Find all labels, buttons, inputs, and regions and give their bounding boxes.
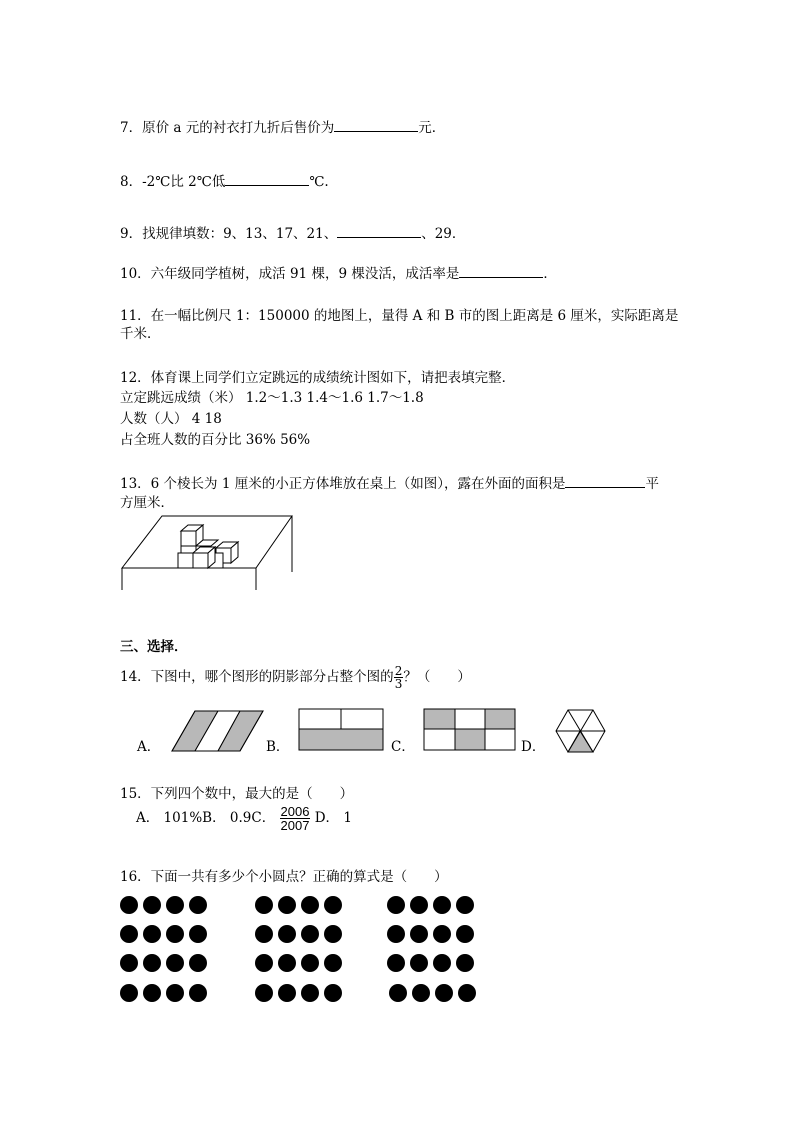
dot [120, 896, 138, 914]
dot [324, 954, 342, 972]
option-c-label[interactable]: C． [391, 739, 415, 755]
question-12-intro: 12．体育课上同学们立定跳远的成绩统计图如下，请把表填完整． [120, 370, 516, 386]
dot [301, 954, 319, 972]
question-12-row-count: 人数（人） 4 18 [120, 411, 222, 427]
question-13-line1: 13．6 个棱长为 1 厘米的小正方体堆放在桌上（如图），露在外面的面积是 平 [120, 476, 659, 492]
dot [189, 984, 207, 1002]
dot [301, 925, 319, 943]
dot [143, 896, 161, 914]
dot [410, 896, 428, 914]
dot [324, 896, 342, 914]
dot [120, 954, 138, 972]
dot [166, 984, 184, 1002]
dot [456, 925, 474, 943]
dot [189, 954, 207, 972]
dot [387, 925, 405, 943]
dot [120, 925, 138, 943]
dot [389, 984, 407, 1002]
option-c[interactable]: C． $\frac{2006}{2007}$ [251, 804, 310, 833]
dot [410, 925, 428, 943]
option-b[interactable]: B． 0.9 [202, 810, 252, 826]
question-11-line2: 千米． [120, 326, 161, 342]
fraction: $\frac{2}{3}$ [394, 664, 403, 691]
dot [458, 984, 476, 1002]
dot [387, 896, 405, 914]
dot [456, 896, 474, 914]
dot [387, 954, 405, 972]
option-b-label[interactable]: B． [266, 739, 290, 755]
dot [278, 954, 296, 972]
option-a-label[interactable]: A． [137, 739, 161, 755]
dot [435, 984, 453, 1002]
dot [189, 896, 207, 914]
dot [166, 896, 184, 914]
question-13-line2: 方厘米． [120, 495, 174, 511]
dot [410, 954, 428, 972]
dot [324, 925, 342, 943]
dot [278, 925, 296, 943]
dot [255, 984, 273, 1002]
question-12-row-percent: 占全班人数的百分比 36% 56% [120, 432, 311, 448]
section-title: 三、选择． [120, 639, 188, 655]
fraction: $\frac{2006}{2007}$ [280, 804, 310, 833]
question-7: 7．原价 a 元的衬衣打九折后售价为 元． [120, 120, 446, 136]
question-10: 10．六年级同学植树，成活 91 棵，9 棵没活，成活率是 ． [120, 266, 557, 282]
question-11-line1: 11．在一幅比例尺 1：150000 的地图上，量得 A 和 B 市的图上距离是 6 厘米，实际距离是 [120, 308, 679, 324]
option-a[interactable]: A． 101% [136, 810, 203, 826]
dot [143, 954, 161, 972]
dot [143, 984, 161, 1002]
dot [255, 925, 273, 943]
dot [166, 925, 184, 943]
question-9: 9．找规律填数：9、13、17、21、 、29． [120, 226, 466, 242]
dot [301, 896, 319, 914]
dot [189, 925, 207, 943]
option-d[interactable]: D． 1 [314, 810, 352, 826]
question-14: 14．下图中，哪个图形的阴影部分占整个图的 $\frac{2}{3}$ ？（ ） [120, 664, 471, 691]
dot [301, 984, 319, 1002]
dot [278, 896, 296, 914]
dot [143, 925, 161, 943]
dot [433, 925, 451, 943]
question-12-row-score: 立定跳远成绩（米） 1.2～1.3 1.4～1.6 1.7～1.8 [120, 390, 424, 406]
dot [255, 954, 273, 972]
dot [278, 984, 296, 1002]
dot [324, 984, 342, 1002]
dot [456, 954, 474, 972]
dot [166, 954, 184, 972]
option-d-label[interactable]: D． [521, 739, 546, 755]
dot [433, 954, 451, 972]
dot [120, 984, 138, 1002]
question-16: 16．下面一共有多少个小圆点？正确的算式是（ ） [120, 869, 448, 885]
question-8: 8．-2℃比 2℃低 ℃. [120, 174, 329, 190]
dot [255, 896, 273, 914]
dot [433, 896, 451, 914]
question-15: 15．下列四个数中，最大的是（ ） [120, 786, 354, 802]
dot [412, 984, 430, 1002]
